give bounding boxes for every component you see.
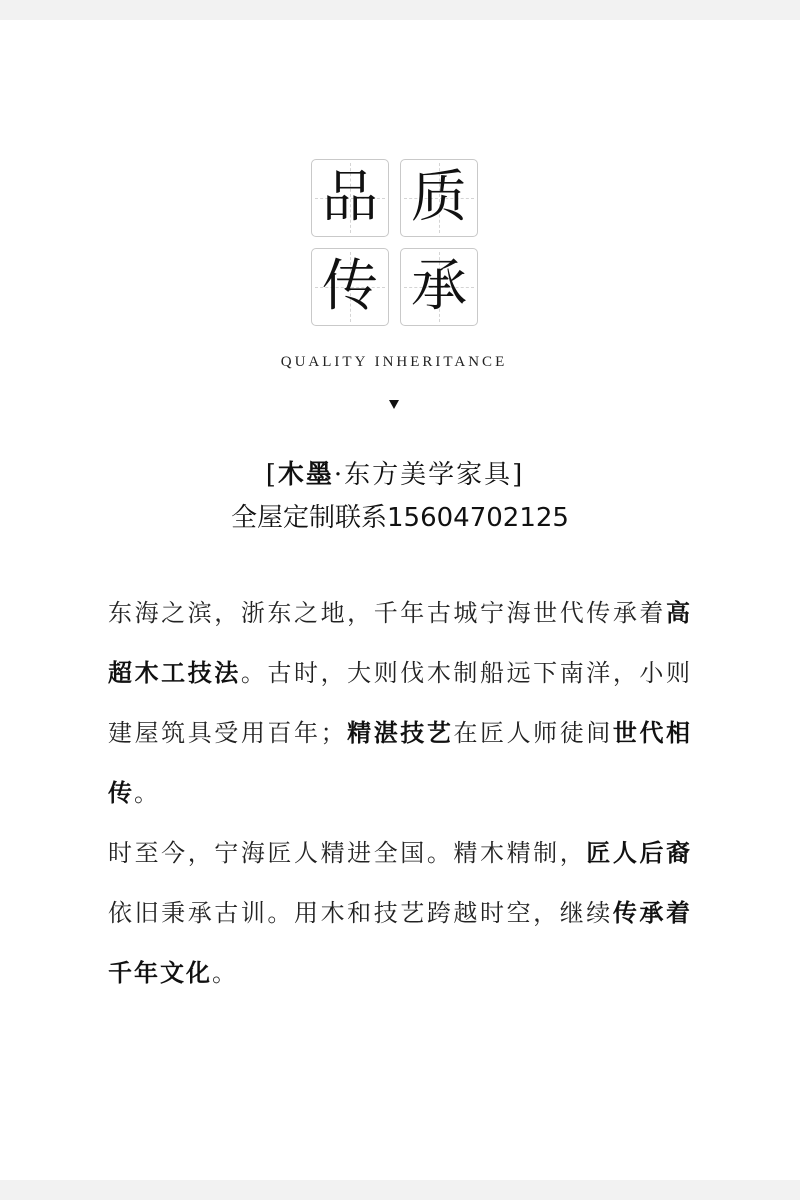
emphasis-text: 匠人后裔: [586, 839, 693, 867]
paragraph: [108, 583, 692, 823]
paragraph-text: 东海之滨，浙东之地，千年古城宁海世代传承着: [108, 599, 666, 627]
brand-open-bracket: [: [265, 460, 278, 490]
title-char: 传: [322, 254, 378, 319]
title-char-box: [400, 248, 478, 326]
title-char: 品: [322, 165, 378, 230]
brand-slogan: 东方美学家具: [344, 460, 513, 490]
paragraph-text: 。古时，大则伐木制船远下南洋，小则建屋筑具受用百年；: [108, 659, 693, 747]
emphasis-text: 传承着千年文化: [108, 899, 693, 987]
emphasis-text: 世代相传: [108, 719, 693, 807]
emphasis-text: 高超木工技法: [108, 599, 692, 687]
paragraph: [108, 823, 692, 1003]
subtitle: QUALITY INHERITANCE: [280, 354, 508, 370]
title-char-box: [400, 159, 478, 237]
paragraph-text: 。: [134, 779, 160, 807]
title-char: 承: [411, 254, 467, 319]
brand-name: 木墨: [277, 460, 334, 490]
brand-line: [0, 454, 790, 491]
down-triangle-icon: [389, 400, 399, 409]
paragraph-text: 。: [212, 959, 238, 987]
title-grid: [311, 159, 481, 329]
brand-close-bracket: ]: [512, 460, 525, 490]
paragraph-text: 依旧秉承古训。用木和技艺跨越时空，继续: [108, 899, 613, 927]
title-char: 质: [411, 165, 467, 230]
title-char-box: [311, 248, 389, 326]
contact-line: [0, 497, 800, 534]
body-text: [108, 583, 692, 1003]
contact-label: 全屋定制联系: [231, 503, 388, 533]
paragraph-text: 在匠人师徒间: [453, 719, 613, 747]
page: [0, 20, 800, 1180]
emphasis-text: 精湛技艺: [346, 719, 454, 747]
title-char-box: [311, 159, 389, 237]
paragraph-text: 时至今，宁海匠人精进全国。精木精制，: [108, 839, 587, 867]
brand-dot: ·: [333, 460, 345, 490]
contact-phone: 15604702125: [387, 503, 569, 533]
